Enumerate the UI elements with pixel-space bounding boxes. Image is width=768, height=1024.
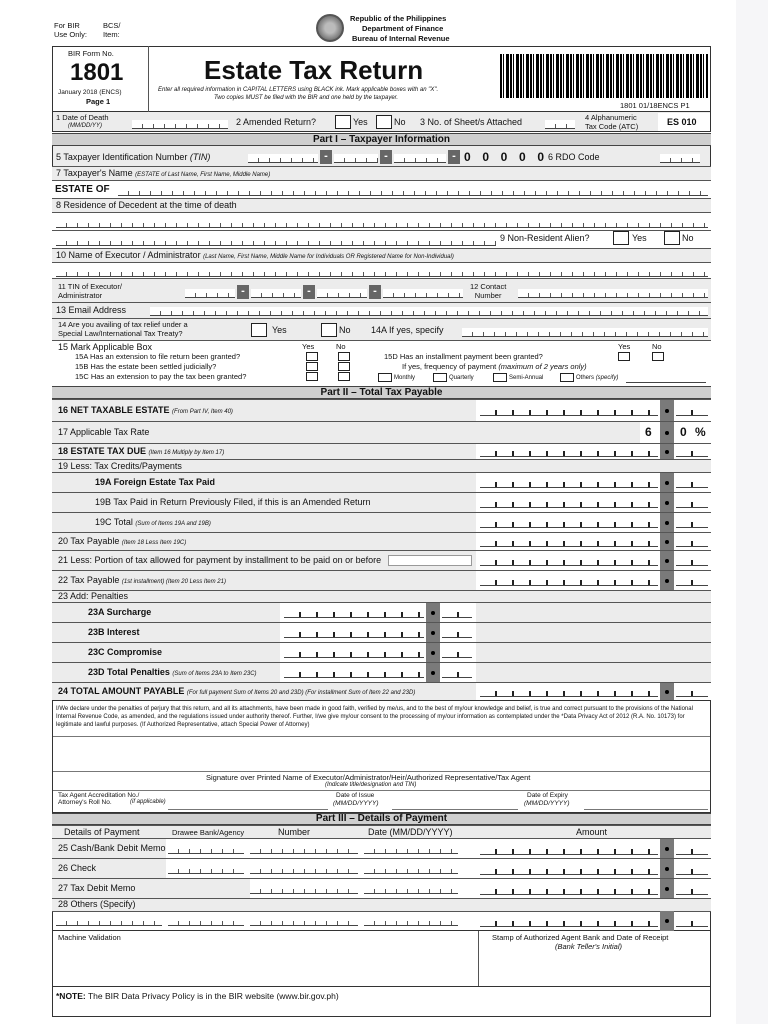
contact-number-label: 12 Contact Number	[470, 282, 507, 300]
item16-label: 16 NET TAXABLE ESTATE	[58, 405, 170, 415]
q15a-no-checkbox[interactable]	[338, 352, 350, 361]
branch-digit: 0	[518, 150, 526, 164]
expiry-date-format: (MM/DD/YYYY)	[524, 800, 570, 807]
item18-amount-input[interactable]	[480, 447, 658, 457]
item22-cents-input[interactable]	[676, 576, 708, 586]
item23a-cents-input[interactable]	[442, 608, 472, 618]
tin-label: 5 Taxpayer Identification Number	[56, 152, 188, 162]
col-details: Details of Payment	[64, 827, 140, 837]
branch-digit: 0	[482, 150, 490, 164]
tax-rate-digit: 6	[645, 425, 652, 439]
form-no-label: BIR Form No.	[68, 49, 114, 58]
monthly-label: Monthly	[394, 375, 416, 381]
email-label: 13 Email Address	[56, 305, 127, 315]
tin-input-3[interactable]	[394, 154, 446, 163]
others-specify-input[interactable]	[626, 374, 706, 383]
item16-amount-input[interactable]	[480, 406, 658, 416]
item19c-cents-input[interactable]	[676, 518, 708, 528]
instruction-2: Two copies MUST be filed with the BIR and one held by the taxpayer.	[214, 95, 399, 101]
tin-separator: -	[380, 150, 392, 164]
row28-amount-input[interactable]	[480, 917, 658, 927]
row27-amount-input[interactable]	[480, 885, 658, 895]
expiry-date-label: Date of Expiry	[527, 792, 568, 799]
residence-input-2[interactable]	[56, 237, 496, 246]
department-text: Department of Finance	[362, 24, 444, 33]
page-label: Page 1	[86, 97, 111, 106]
item18-hint: (Item 16 Multiply by Item 17)	[148, 450, 225, 456]
item23d-hint: (Sum of Items 23A to Item 23C)	[172, 671, 257, 677]
row26-date-input[interactable]	[364, 865, 458, 874]
bank-stamp-label: Stamp of Authorized Agent Bank and Date of Receipt	[492, 933, 669, 942]
decimal-point	[660, 551, 674, 570]
form-number: 1801	[70, 59, 124, 86]
item23c-amount-input[interactable]	[284, 648, 424, 658]
row28-number-input[interactable]	[250, 917, 358, 926]
col-date: Date (MM/DD/YYYY)	[368, 827, 453, 837]
q15a-yes-checkbox[interactable]	[306, 352, 318, 361]
row28-bank-input[interactable]	[168, 917, 244, 926]
item23a-label: 23A Surcharge	[88, 607, 152, 617]
taxpayer-name-hint: (ESTATE of Last Name, First Name, Middle Name)	[135, 172, 271, 178]
tax-relief-yes-label: Yes	[272, 325, 287, 335]
item23b-amount-input[interactable]	[284, 628, 424, 638]
rdo-code-label: 6 RDO Code	[548, 152, 600, 162]
row25-label: 25 Cash/Bank Debit Memo	[58, 843, 166, 853]
executor-tin-input-4[interactable]	[383, 289, 463, 298]
executor-label: 10 Name of Executor / Administrator	[56, 250, 201, 260]
signature-hint: (Indicate title/designation and TIN)	[325, 782, 417, 788]
row26-amount-input[interactable]	[480, 865, 658, 875]
decimal-point	[660, 683, 674, 700]
agent-no-label: Tax Agent Accreditation No./ Attorney's Roll No.	[58, 792, 140, 806]
item23c-label: 23C Compromise	[88, 647, 163, 657]
tax-relief-no-checkbox[interactable]	[321, 323, 337, 337]
date-format-hint: (MM/DD/YY)	[68, 123, 102, 129]
branch-digit: 0	[537, 150, 544, 164]
decimal-point	[660, 400, 674, 421]
part2-title: Part II – Total Tax Payable	[52, 386, 711, 399]
q15c-no-checkbox[interactable]	[338, 372, 350, 381]
email-input[interactable]	[150, 307, 708, 316]
atc-label: 4 Alphanumeric Tax Code (ATC)	[585, 113, 639, 131]
declaration-text: I/We declare under the penalties of perjury that this return, and all its attachments, have been made in good faith, verified by me/us, and to the best of my/our knowledge and belief, is true and correct pursuant to the provisions of the National Internal Revenue Code, as amended, and the regulations issued under authority thereof. Further, I/we give my/our consent to the processing of my/our information as contemplated under the *Data Privacy Act of 2012 (R.A. No. 10173) for legitimate and lawful purposes. (If Authorized Representative, attach Special Power of Attorney)	[56, 706, 693, 728]
row26-cents-input[interactable]	[676, 865, 708, 875]
q15c-yes-checkbox[interactable]	[306, 372, 318, 381]
atc-value: ES 010	[667, 117, 697, 127]
item17-label: 17 Applicable Tax Rate	[58, 427, 150, 437]
bureau-text: Bureau of Internal Revenue	[352, 34, 450, 43]
others-label: Others	[576, 375, 595, 381]
item23-label: 23 Add: Penalties	[58, 591, 129, 601]
tax-rate-percent: %	[695, 425, 706, 439]
others-hint: (specify)	[595, 375, 619, 381]
amended-yes-checkbox[interactable]	[335, 115, 351, 129]
amended-yes-label: Yes	[353, 117, 368, 127]
non-resident-no-label: No	[682, 233, 694, 243]
non-resident-no-checkbox[interactable]	[664, 231, 680, 245]
item23a-amount-input[interactable]	[284, 608, 424, 618]
item20-label: 20 Tax Payable	[58, 536, 120, 546]
decimal-point	[660, 493, 674, 512]
q15b-label: 15B Has the estate been settled judicially?	[75, 362, 217, 371]
row28-date-input[interactable]	[364, 917, 458, 926]
q15d-frequency-label: If yes, frequency of payment	[402, 362, 497, 371]
decimal-point	[426, 603, 440, 622]
tin-separator: -	[303, 285, 315, 299]
item19b-cents-input[interactable]	[676, 498, 708, 508]
row27-label: 27 Tax Debit Memo	[58, 883, 136, 893]
q15a-label: 15A Has an extension to file return been granted?	[75, 352, 241, 361]
bir-seal-icon	[316, 14, 344, 42]
executor-tin-label: 11 TIN of Executor/ Administrator	[58, 282, 122, 300]
tax-relief-specify-input[interactable]	[462, 328, 708, 337]
tax-relief-no-label: No	[339, 325, 351, 335]
decimal-point	[660, 571, 674, 590]
bank-stamp-hint: (Bank Teller's Initial)	[555, 942, 623, 951]
page-title: Estate Tax Return	[204, 55, 424, 85]
expiry-date-input[interactable]	[584, 792, 708, 810]
signature-area[interactable]	[53, 736, 710, 772]
item19c-amount-input[interactable]	[480, 518, 658, 528]
item23d-label: 23D Total Penalties	[88, 667, 170, 677]
tax-relief-specify-label: 14A If yes, specify	[371, 325, 444, 335]
item23d-amount-input[interactable]	[284, 668, 424, 678]
note-label: *NOTE:	[56, 991, 86, 1001]
item22-amount-input[interactable]	[480, 576, 658, 586]
non-resident-yes-label: Yes	[632, 233, 647, 243]
instruction-1: Enter all required information in CAPITAL LETTERS using BLACK ink. Mark applicable boxes with an "X".	[158, 87, 439, 93]
non-resident-yes-checkbox[interactable]	[613, 231, 629, 245]
executor-tin-input-1[interactable]	[185, 289, 235, 298]
amended-no-label: No	[394, 117, 406, 127]
item22-label: 22 Tax Payable	[58, 575, 120, 585]
part3-title: Part III – Details of Payment	[52, 813, 711, 825]
quarterly-label: Quarterly	[449, 375, 474, 381]
amended-no-checkbox[interactable]	[376, 115, 392, 129]
tax-rate-decimal: 0	[680, 425, 687, 439]
monthly-checkbox[interactable]	[378, 373, 392, 382]
branch-digit: 0	[500, 150, 508, 164]
agent-no-hint: (if applicable)	[130, 799, 166, 805]
tin-input-1[interactable]	[248, 154, 318, 163]
residence-input-1[interactable]	[56, 219, 708, 228]
part1-title: Part I – Taxpayer Information	[52, 133, 711, 146]
item20-cents-input[interactable]	[676, 537, 708, 547]
non-resident-label: 9 Non-Resident Alien?	[500, 233, 590, 243]
row27-cents-input[interactable]	[676, 885, 708, 895]
q15d-no-checkbox[interactable]	[652, 352, 664, 361]
agent-no-input[interactable]	[168, 792, 328, 810]
branch-digit: 0	[464, 150, 471, 164]
item19a-label: 19A Foreign Estate Tax Paid	[95, 477, 216, 487]
issue-date-format: (MM/DD/YYYY)	[333, 800, 379, 807]
tin-abbr: (TIN)	[189, 152, 211, 162]
barcode	[500, 54, 708, 98]
row25-number-input[interactable]	[250, 845, 358, 854]
decimal-point	[426, 643, 440, 662]
row25-bank-input[interactable]	[168, 845, 244, 854]
item16-cents-input[interactable]	[676, 406, 708, 416]
tin-separator: -	[448, 150, 460, 164]
decimal-point	[660, 473, 674, 492]
col-yes-label: Yes	[302, 342, 315, 351]
item21-cents-input[interactable]	[676, 556, 708, 566]
item21-date-input[interactable]	[388, 555, 472, 566]
decimal-point	[660, 533, 674, 550]
col-yes-label: Yes	[618, 342, 631, 351]
decimal-point	[660, 444, 674, 459]
barcode-code: 1801 01/18ENCS P1	[620, 101, 690, 110]
item21-label: 21 Less: Portion of tax allowed for payment by installment to be paid on or before	[58, 555, 382, 565]
row26-label: 26 Check	[58, 863, 97, 873]
executor-name-input[interactable]	[56, 268, 708, 277]
row26-number-input[interactable]	[250, 865, 358, 874]
row25-date-input[interactable]	[364, 845, 458, 854]
date-of-death-label: 1 Date of Death	[56, 113, 109, 122]
item19b-amount-input[interactable]	[480, 498, 658, 508]
taxpayer-name-input[interactable]	[118, 187, 708, 196]
q15d-label: 15D Has an installment payment been granted?	[384, 352, 543, 361]
semi-annual-checkbox[interactable]	[493, 373, 507, 382]
estate-of-label: ESTATE OF	[55, 184, 110, 195]
q15b-yes-checkbox[interactable]	[306, 362, 318, 371]
amended-return-label: 2 Amended Return?	[236, 117, 317, 127]
others-checkbox[interactable]	[560, 373, 574, 382]
decimal-point	[426, 663, 440, 682]
item20-amount-input[interactable]	[480, 537, 658, 547]
republic-text: Republic of the Philippines	[350, 14, 447, 23]
item23d-cents-input[interactable]	[442, 668, 472, 678]
item24-label: 24 TOTAL AMOUNT PAYABLE	[58, 686, 185, 696]
item21-amount-input[interactable]	[480, 556, 658, 566]
row27-number-input[interactable]	[250, 885, 358, 894]
col-drawee-bank: Drawee Bank/Agency	[172, 828, 245, 837]
item18-cents-input[interactable]	[676, 447, 708, 457]
tin-separator: -	[237, 285, 249, 299]
sheets-attached-input[interactable]	[545, 120, 575, 129]
decimal-point	[660, 422, 674, 443]
decimal-point	[660, 879, 674, 898]
quarterly-checkbox[interactable]	[433, 373, 447, 382]
col-no-label: No	[336, 342, 346, 351]
item24-cents-input[interactable]	[676, 687, 708, 697]
tin-separator: -	[320, 150, 332, 164]
row25-cents-input[interactable]	[676, 845, 708, 855]
mark-box-label: 15 Mark Applicable Box	[58, 342, 153, 352]
row28-cents-input[interactable]	[676, 917, 708, 927]
decimal-point	[660, 859, 674, 878]
tax-relief-yes-checkbox[interactable]	[251, 323, 267, 337]
row28-specify-input[interactable]	[56, 917, 162, 926]
row26-bank-input[interactable]	[168, 865, 244, 874]
q15d-frequency-hint: (maximum of 2 years only)	[498, 362, 587, 371]
decimal-point	[660, 513, 674, 532]
decimal-point	[660, 839, 674, 858]
item22-hint: (1st installment) (Item 20 Less Item 21)	[121, 579, 226, 585]
row28-label: 28 Others (Specify)	[58, 899, 136, 909]
q15b-no-checkbox[interactable]	[338, 362, 350, 371]
sheets-attached-label: 3 No. of Sheet/s Attached	[420, 117, 523, 127]
tin-separator: -	[369, 285, 381, 299]
item20-hint: (Item 18 Less Item 19C)	[121, 540, 187, 546]
issue-date-label: Date of Issue	[336, 792, 375, 799]
decimal-point	[660, 911, 674, 931]
taxpayer-name-label: 7 Taxpayer's Name	[56, 168, 133, 178]
item19c-label: 19C Total	[95, 517, 133, 527]
item19a-amount-input[interactable]	[480, 478, 658, 488]
signature-label: Signature over Printed Name of Executor/Administrator/Heir/Authorized Representative/Tax Agent	[206, 773, 531, 782]
item16-hint: (From Part IV, Item 40)	[172, 409, 233, 415]
executor-tin-input-2[interactable]	[251, 289, 301, 298]
item18-label: 18 ESTATE TAX DUE	[58, 446, 147, 456]
bcs-label: BCS/ Item:	[103, 21, 121, 39]
tax-relief-label: 14 Are you availing of tax relief under a Special Law/International Tax Treaty?	[58, 320, 188, 338]
contact-number-input[interactable]	[518, 289, 708, 298]
tin-input-2[interactable]	[334, 154, 378, 163]
item23b-cents-input[interactable]	[442, 628, 472, 638]
item24-hint: (For full payment Sum of Items 20 and 23D) (For installment Sum of Item 22 and 23D)	[186, 690, 416, 696]
row25-amount-input[interactable]	[480, 845, 658, 855]
rdo-code-input[interactable]	[660, 154, 700, 163]
item19c-hint: (Sum of Items 19A and 19B)	[135, 521, 211, 527]
col-number: Number	[278, 827, 311, 837]
executor-tin-input-3[interactable]	[317, 289, 367, 298]
q15c-label: 15C Has an extension to pay the tax been granted?	[75, 372, 247, 381]
col-amount: Amount	[576, 827, 608, 837]
semi-annual-label: Semi-Annual	[509, 375, 544, 381]
item23c-cents-input[interactable]	[442, 648, 472, 658]
item24-amount-input[interactable]	[480, 687, 658, 697]
executor-hint: (Last Name, First Name, Middle Name for Individuals OR Registered Name for Non-Individual)	[203, 254, 454, 260]
row27-date-input[interactable]	[364, 885, 458, 894]
residence-label: 8 Residence of Decedent at the time of death	[56, 200, 237, 210]
machine-validation-label: Machine Validation	[58, 933, 121, 942]
issue-date-input[interactable]	[392, 792, 518, 810]
item23b-label: 23B Interest	[88, 627, 140, 637]
date-of-death-input[interactable]	[132, 120, 228, 129]
col-no-label: No	[652, 342, 662, 351]
privacy-note: The BIR Data Privacy Policy is in the BIR website (www.bir.gov.ph)	[87, 991, 339, 1001]
decimal-point	[426, 623, 440, 642]
item19b-label: 19B Tax Paid in Return Previously Filed, if this is an Amended Return	[95, 497, 371, 507]
for-bir-label: For BIR Use Only:	[54, 21, 87, 39]
payment-row-28	[52, 898, 711, 911]
item19a-cents-input[interactable]	[676, 478, 708, 488]
branch-code	[464, 150, 544, 164]
item19-label: 19 Less: Tax Credits/Payments	[58, 461, 182, 471]
edition-text: January 2018 (ENCS)	[58, 89, 122, 96]
q15d-yes-checkbox[interactable]	[618, 352, 630, 361]
